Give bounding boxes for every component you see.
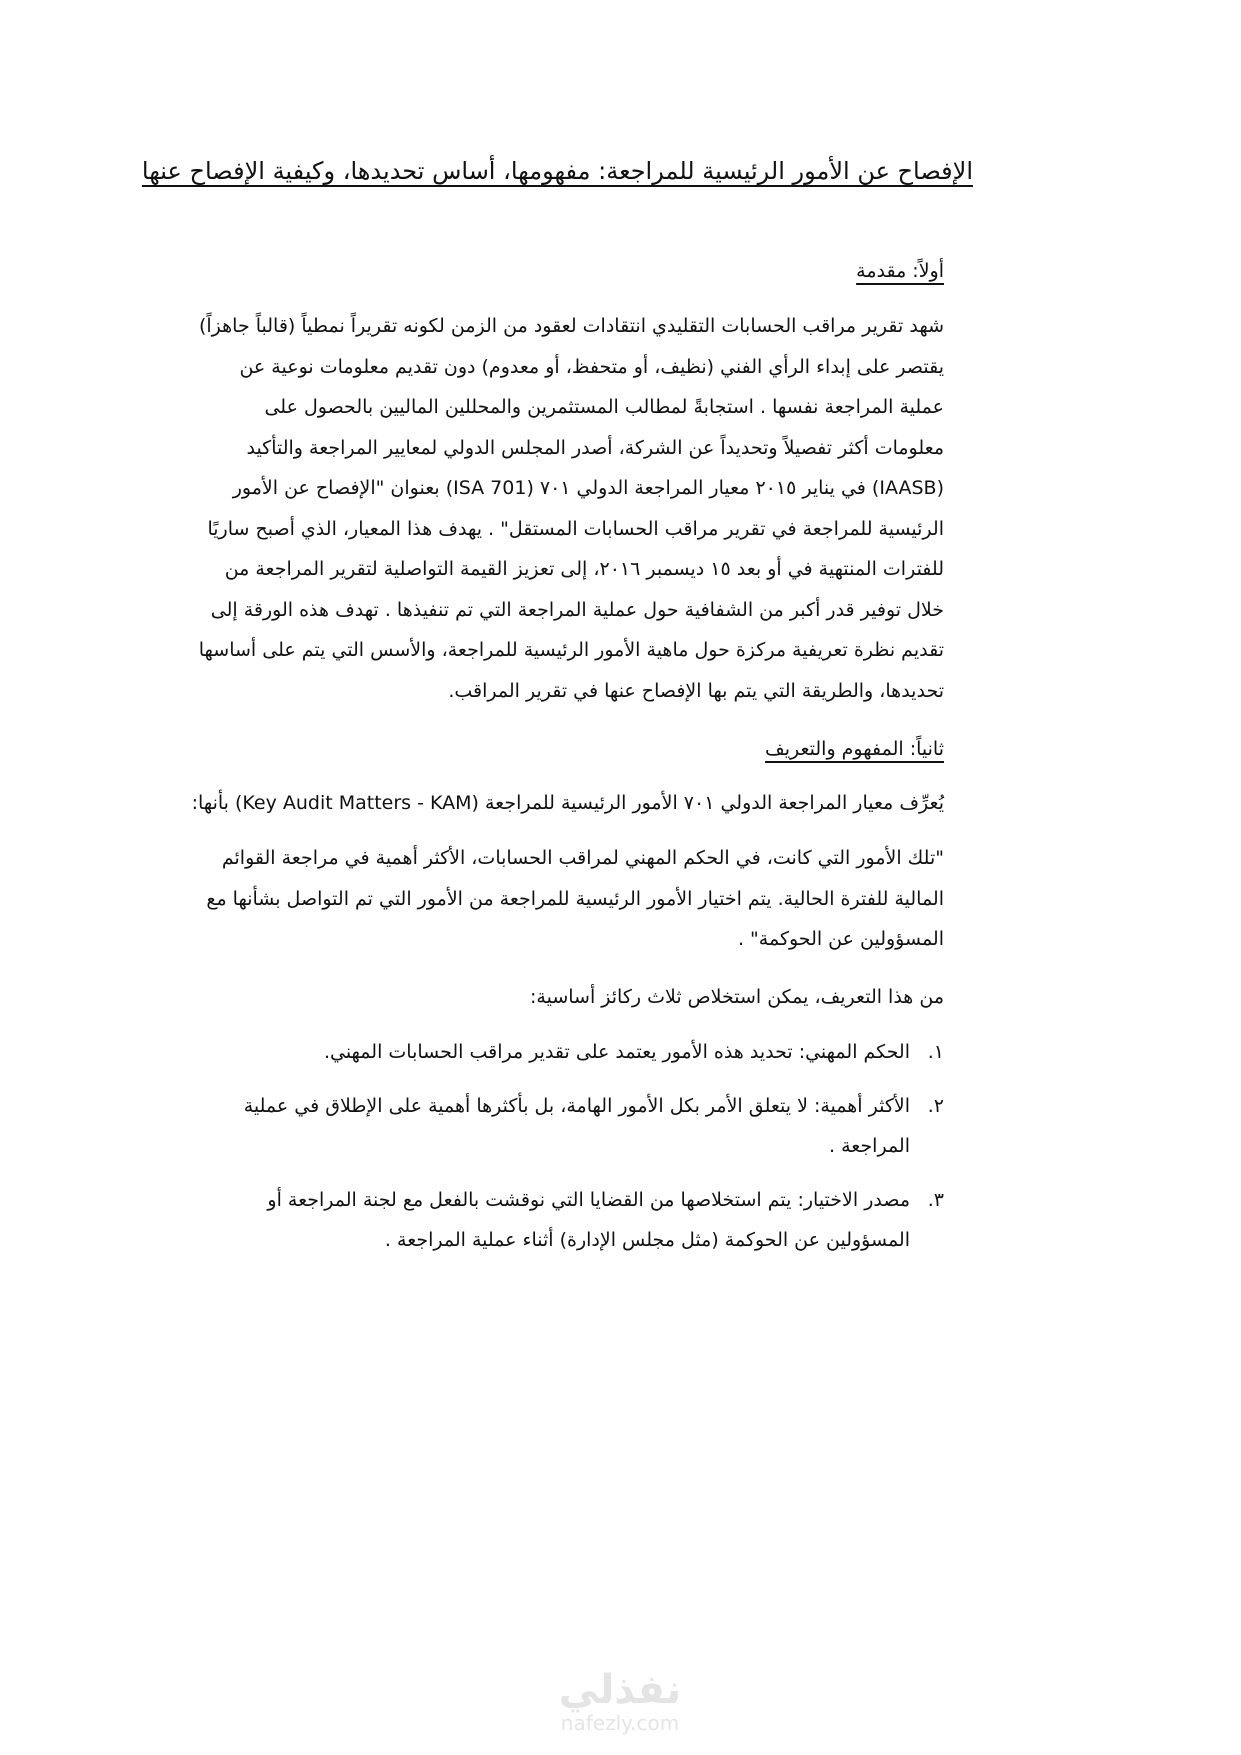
- quote-line: المالية للفترة الحالية. يتم اختيار الأمور الرئيسية للمراجعة من الأمور التي تم التواصل بشأنها مع: [206, 887, 944, 910]
- quote-line: "تلك الأمور التي كانت، في الحكم المهني لمراقب الحسابات، الأكثر أهمية في مراجعة القوائم: [221, 847, 944, 869]
- paragraph-line: شهد تقرير مراقب الحسابات التقليدي انتقادات لعقود من الزمن لكونه تقريراً نمطياً (قالباً جاهزاً): [198, 315, 944, 337]
- pillar-text: الأكثر أهمية: لا يتعلق الأمر بكل الأمور الهامة، بل بأكثرها أهمية على الإطلاق في عملية: [243, 1095, 910, 1117]
- pillar-item: [124, 1032, 944, 1072]
- section-heading-concept-definition: ثانياً: المفهوم والتعريف: [765, 738, 944, 760]
- paragraph-line: تحديدها، والطريقة التي يتم بها الإفصاح عنها في تقرير المراقب.: [448, 679, 944, 702]
- pillars-intro: من هذا التعريف، يمكن استخلاص ثلاث ركائز أساسية:: [530, 986, 944, 1008]
- document-title: الإفصاح عن الأمور الرئيسية للمراجعة: مفهومها، أساس تحديدها، وكيفية الإفصاح عنها: [141, 157, 973, 185]
- pillars-list: [124, 1032, 944, 1260]
- section-heading-introduction: أولاً: مقدمة: [856, 260, 944, 282]
- pillar-text: المسؤولين عن الحوكمة (مثل مجلس الإدارة) أثناء عملية المراجعة .: [384, 1229, 910, 1251]
- paragraph-line: عملية المراجعة نفسها . استجابةً لمطالب المستثمرين والمحللين الماليين بالحصول على: [264, 396, 944, 418]
- paragraph-line: خلال توفير قدر أكبر من الشفافية حول عملية المراجعة التي تم تنفيذها . تهدف هذه الورقة إلى: [210, 598, 944, 621]
- paragraph-line: معلومات أكثر تفصيلاً وتحديداً عن الشركة، أصدر المجلس الدولي لمعايير المراجعة والتأكيد: [246, 436, 944, 459]
- quote-line: المسؤولين عن الحوكمة" .: [737, 928, 944, 950]
- paragraph-line: للفترات المنتهية في أو بعد ١٥ ديسمبر ٢٠١٦، إلى تعزيز القيمة التواصلية لتقرير المراجعة من: [224, 558, 944, 580]
- list-number: ٣.: [927, 1189, 944, 1211]
- pillar-item: [124, 1180, 944, 1260]
- introduction-paragraph: [154, 306, 944, 711]
- pillar-text: الحكم المهني: تحديد هذه الأمور يعتمد على تقدير مراقب الحسابات المهني.: [323, 1041, 910, 1063]
- watermark-domain: nafezly.com: [560, 1711, 680, 1735]
- paragraph-line: (IAASB) في يناير ٢٠١٥ معيار المراجعة الدولي ٧٠١ (ISA 701) بعنوان "الإفصاح عن الأمور: [232, 477, 944, 499]
- pillar-item: [124, 1086, 944, 1166]
- paragraph-line: الرئيسية للمراجعة في تقرير مراقب الحسابات المستقل" . يهدف هذا المعيار، الذي أصبح ساريًا: [207, 517, 944, 540]
- definition-quote: [154, 838, 944, 960]
- paragraph-line: تقديم نظرة تعريفية مركزة حول ماهية الأمور الرئيسية للمراجعة، والأسس التي يتم على أساسها: [198, 639, 944, 661]
- definition-intro: يُعرِّف معيار المراجعة الدولي ٧٠١ الأمور الرئيسية للمراجعة (Key Audit Matters - KAM) بأنها:: [191, 792, 944, 814]
- paragraph-line: يقتصر على إبداء الرأي الفني (نظيف، أو متحفظ، أو معدوم) دون تقديم معلومات نوعية عن: [239, 355, 944, 378]
- watermark-logo: [520, 1668, 720, 1734]
- pillar-text: المراجعة .: [829, 1135, 910, 1157]
- list-number: ٢.: [927, 1095, 944, 1117]
- pillar-text: مصدر الاختيار: يتم استخلاصها من القضايا التي نوقشت بالفعل مع لجنة المراجعة أو: [267, 1189, 910, 1211]
- list-number: ١.: [927, 1041, 944, 1063]
- watermark-arabic: نفذلي: [558, 1667, 682, 1713]
